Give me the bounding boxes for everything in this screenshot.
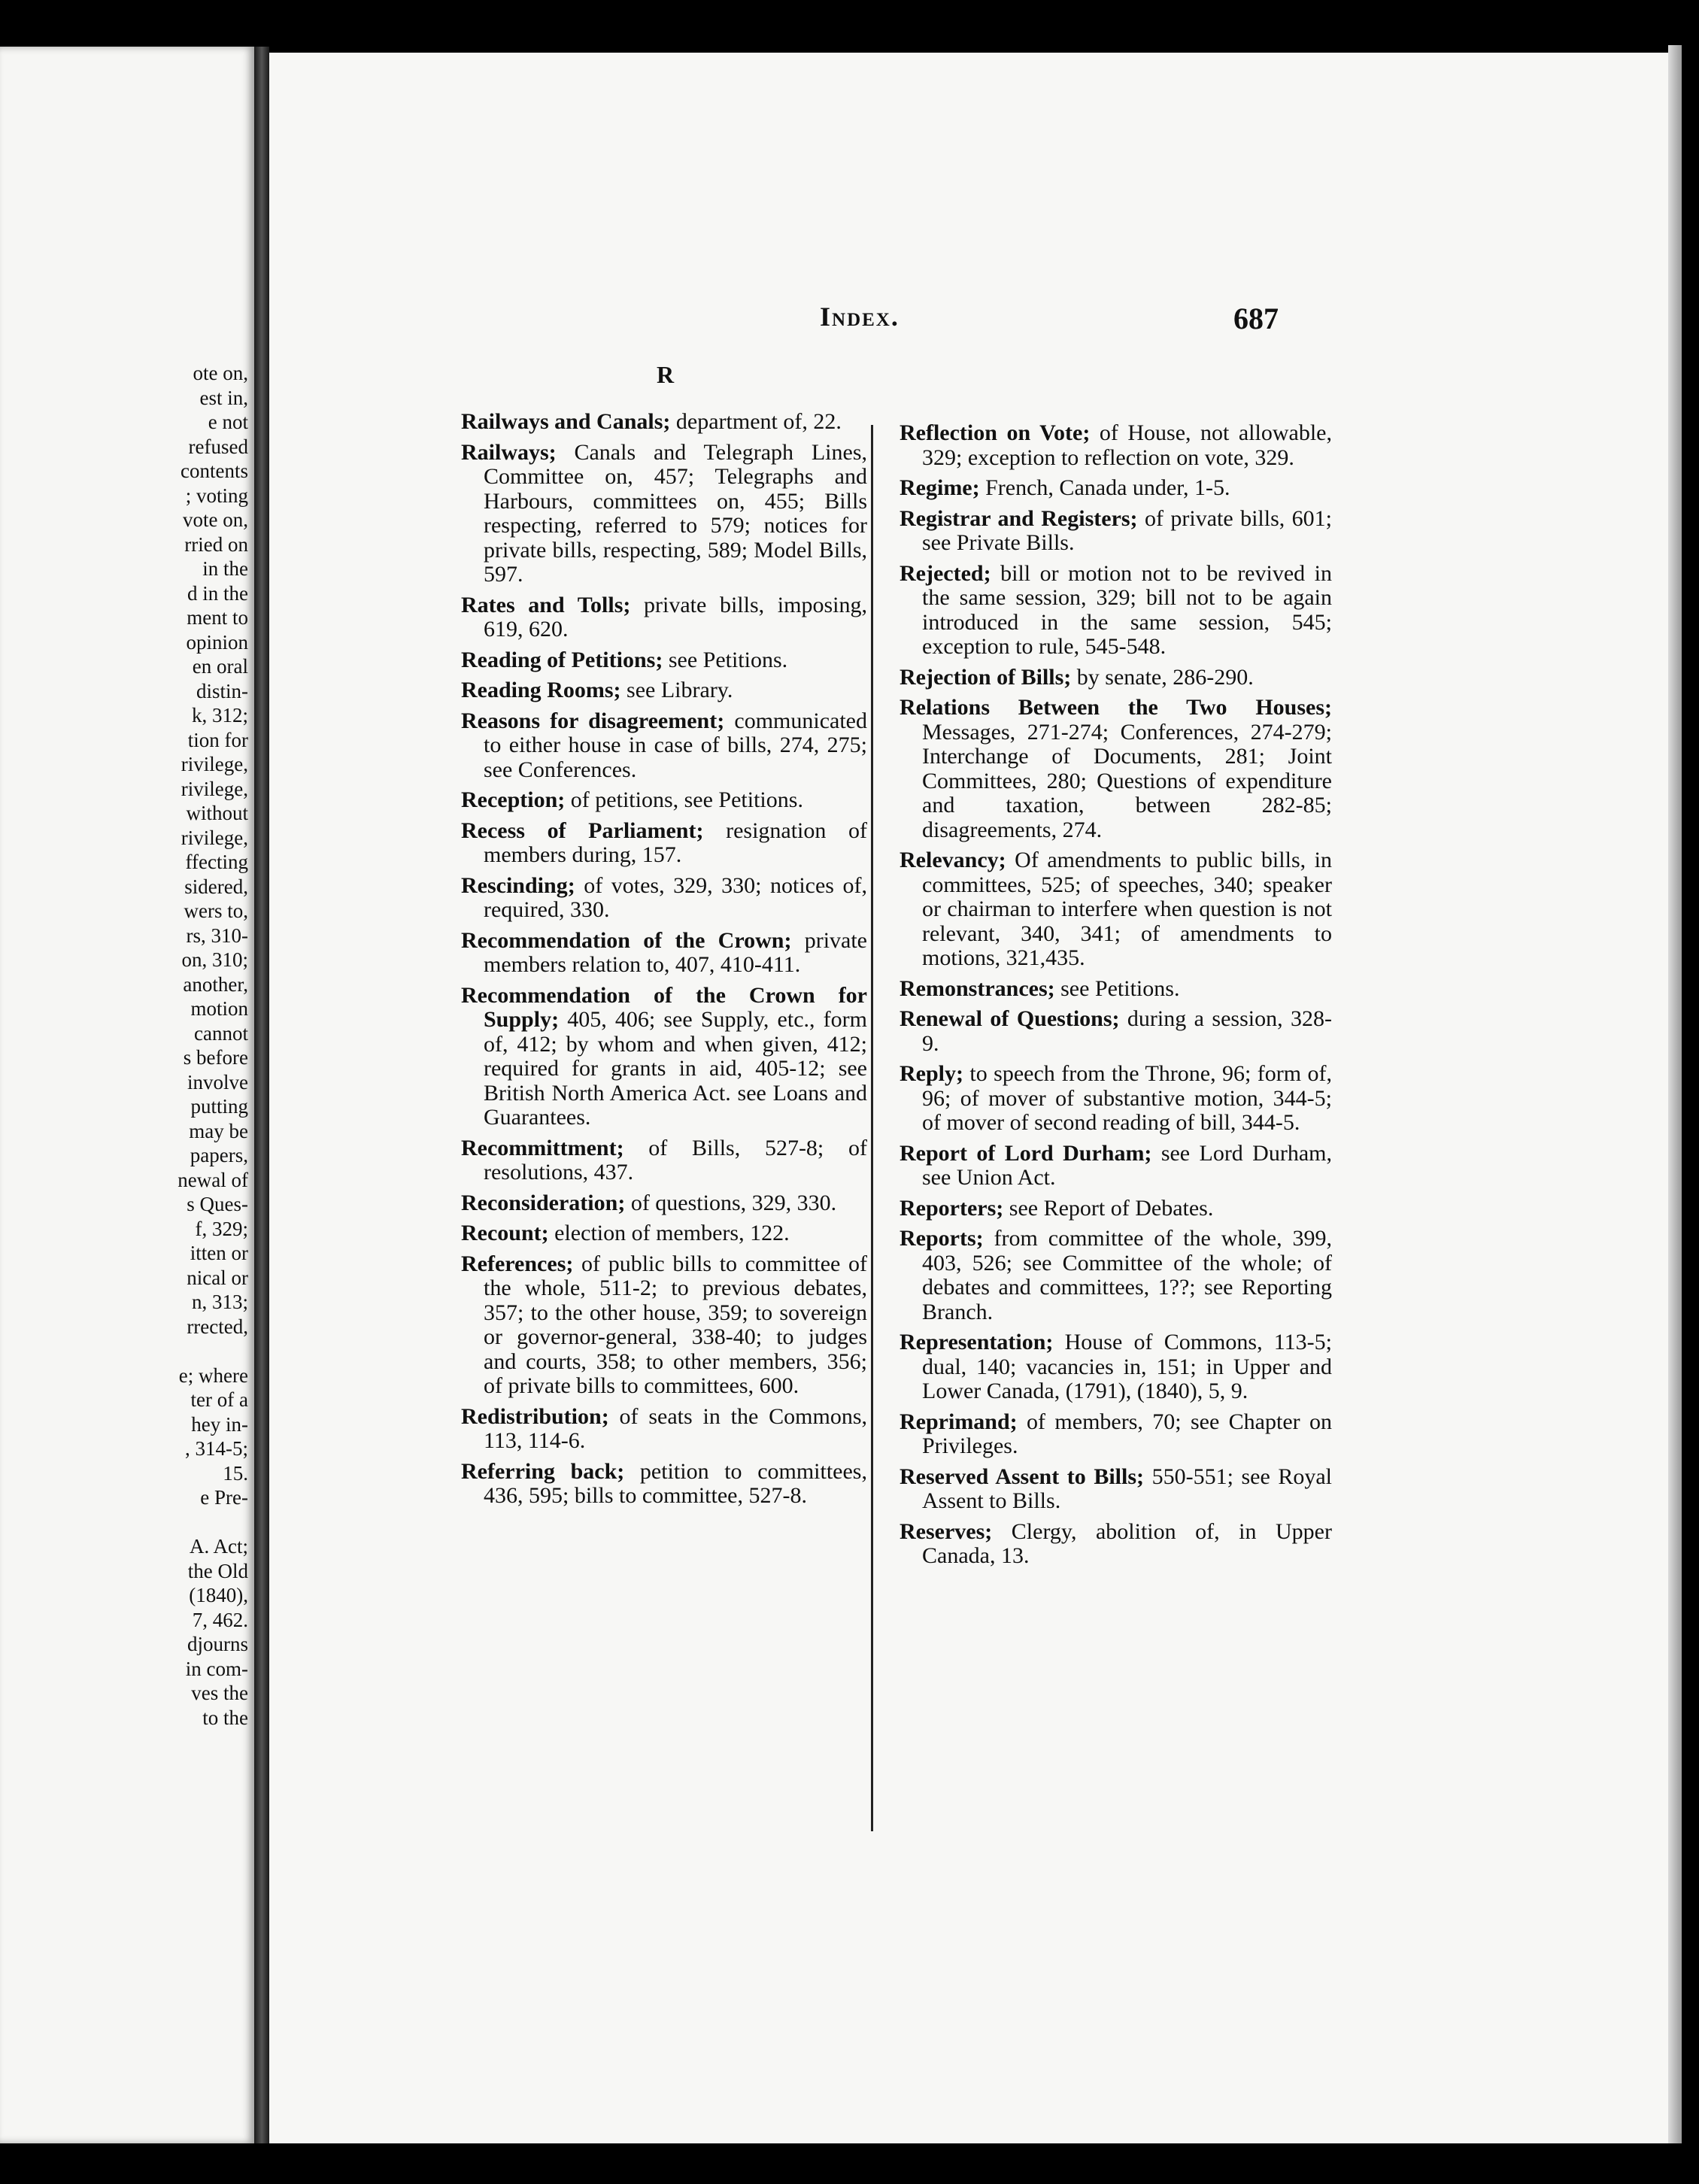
left-page-line: ter of a: [190, 1388, 248, 1411]
index-entry-text: of Bills, 527-8; of resolutions, 437.: [484, 1135, 867, 1185]
index-entry-heading: Remonstrances;: [900, 975, 1055, 1001]
index-entry-text: of House, not allowable, 329; exception to reflection on vote, 329.: [922, 420, 1332, 470]
index-entry: [900, 1197, 1332, 1221]
left-page-line: k, 312;: [191, 704, 248, 726]
book-gutter: [254, 47, 269, 2143]
left-page-line: rivilege,: [181, 753, 248, 775]
index-entry-heading: Railways;: [461, 439, 557, 465]
index-entry-text: department of, 22.: [670, 409, 842, 434]
index-entry-heading: Reserved Assent to Bills;: [900, 1464, 1145, 1489]
index-entry-heading: Representation;: [900, 1330, 1054, 1354]
index-entry: [900, 1410, 1332, 1459]
index-entry-text: petition to committees, 436, 595; bills to committee, 527-8.: [484, 1458, 867, 1508]
left-page-line: s before: [183, 1046, 248, 1069]
left-page-line: in com-: [185, 1657, 248, 1680]
index-entry-text: of questions, 329, 330.: [625, 1190, 837, 1215]
left-page-line: hey in-: [191, 1412, 248, 1436]
left-page-line: without: [186, 802, 248, 824]
index-entry-heading: Reports;: [900, 1226, 984, 1251]
index-entry-text: 550-551; see Royal Assent to Bills.: [922, 1464, 1333, 1513]
index-entry: [900, 1142, 1332, 1191]
index-entry-heading: Rates and Tolls;: [461, 592, 631, 617]
index-entry: [461, 1221, 867, 1246]
index-entry-heading: Railways and Canals;: [461, 409, 671, 434]
left-page-line: distin-: [196, 679, 248, 702]
index-entry-heading: Reasons for disagreement;: [461, 708, 725, 733]
index-entry-text: by senate, 286-290.: [1071, 664, 1254, 690]
left-page-line: cannot: [194, 1021, 248, 1045]
index-entry-heading: Recess of Parliament;: [461, 817, 704, 843]
left-page-line: f, 329;: [195, 1217, 248, 1240]
index-entry-heading: Reply;: [900, 1061, 963, 1086]
left-page-line: itten or: [190, 1242, 248, 1264]
left-page-line: vote on,: [183, 508, 248, 531]
index-entry: [900, 562, 1332, 660]
index-entry-text: private bills, imposing, 619, 620.: [484, 592, 867, 642]
index-entry: [900, 507, 1332, 556]
index-entry-text: bill or motion not to be revived in the same session, 329; bill not to be again introduced in the same session, 545; exception to rule, 545-548.: [922, 560, 1332, 659]
index-entry-text: House of Commons, 113-5; dual, 140; vacancies in, 151; in Upper and Lower Canada, (1791), (1840), 5, 9.: [922, 1330, 1332, 1403]
index-entry-text: see Library.: [620, 678, 733, 702]
index-entry-heading: Recount;: [461, 1221, 549, 1245]
left-page-line: motion: [190, 997, 248, 1020]
index-entry-heading: Reading of Petitions;: [461, 647, 663, 672]
left-page-line: rivilege,: [181, 826, 248, 849]
left-page-line: nical or: [187, 1266, 248, 1289]
index-entry-text: Messages, 271-274; Conferences, 274-279; Interchange of Documents, 281; Joint Committees, 280; Questions of expenditure and taxation, between 282-85; disagreements, 274.: [922, 719, 1332, 842]
index-entry: [461, 1460, 867, 1509]
index-entry: [461, 984, 867, 1130]
right-page: [269, 53, 1668, 2143]
column-divider: [871, 425, 873, 1831]
left-page-line: e; where: [178, 1363, 248, 1387]
left-page-line: 7, 462.: [192, 1608, 248, 1631]
left-page-line: e Pre-: [200, 1486, 248, 1509]
index-entry: [461, 1136, 867, 1185]
index-entry: [900, 1330, 1332, 1404]
index-entry-heading: Rescinding;: [461, 872, 575, 898]
index-entry-heading: Reconsideration;: [461, 1190, 626, 1215]
index-entry-heading: Redistribution;: [461, 1403, 609, 1429]
index-entry-text: Clergy, abolition of, in Upper Canada, 13.: [922, 1518, 1332, 1568]
index-entry-heading: Recommittment;: [461, 1135, 624, 1160]
left-page-line: djourns: [187, 1633, 248, 1655]
index-entry-heading: Referring back;: [461, 1458, 625, 1484]
left-page-line: on, 310;: [181, 948, 248, 971]
index-entry-text: during a session, 328-9.: [922, 1006, 1332, 1056]
left-page-line: ffecting: [185, 851, 248, 873]
index-entry: [461, 929, 867, 978]
left-page-line: may be: [189, 1119, 248, 1142]
index-entry-text: French, Canada under, 1-5.: [979, 475, 1230, 500]
index-entry: [461, 441, 867, 587]
index-entry-heading: Relations Between the Two Houses;: [900, 695, 1332, 720]
left-page-line: ote on,: [193, 362, 248, 384]
left-page-line: ment to: [187, 606, 248, 629]
left-page-line: s Ques-: [187, 1193, 248, 1215]
index-entry-heading: Renewal of Questions;: [900, 1006, 1120, 1031]
index-entry: [900, 1062, 1332, 1136]
left-page-line: newal of: [177, 1168, 248, 1191]
page-number: 687: [1233, 302, 1279, 335]
left-page-line: sidered,: [184, 875, 248, 898]
left-page-text: [0, 361, 254, 1730]
left-page-line: en oral: [192, 655, 248, 678]
index-entry-text: 405, 406; see Supply, etc., form of, 412; by whom and when given, 412; required for grants in aid, 405-12; see British North America Act. see Loans and Guarantees.: [484, 1007, 867, 1130]
index-entry-text: see Report of Debates.: [1003, 1195, 1214, 1221]
index-entry-heading: Reception;: [461, 787, 566, 812]
left-page-line: A. Act;: [190, 1535, 248, 1558]
index-entry-heading: Relevancy;: [900, 848, 1006, 872]
section-letter: R: [657, 361, 675, 388]
index-entry: [461, 648, 867, 673]
left-page-line: putting: [190, 1095, 248, 1118]
left-page-line: another,: [183, 972, 248, 996]
index-column-right: [900, 421, 1554, 1575]
index-entry-text: Of amendments to public bills, in committees, 525; of speeches, 340; speaker or chairman to interfere when question is not relevant, 340, 341; of amendments to motions, 321,435.: [922, 848, 1332, 970]
left-page-line: , 314-5;: [185, 1437, 248, 1460]
left-page-line: d in the: [187, 581, 248, 605]
index-entry-text: election of members, 122.: [548, 1221, 790, 1245]
left-page-line: the Old: [187, 1559, 248, 1582]
index-entry: [461, 410, 867, 435]
left-page-line: e not: [208, 411, 248, 433]
left-page-line: contents: [181, 460, 248, 482]
index-entry: [900, 421, 1332, 470]
index-entry-heading: Rejected;: [900, 560, 991, 586]
left-page-line: in the: [202, 557, 248, 580]
index-entry: [900, 1007, 1332, 1056]
index-entry-text: communicated to either house in case of bills, 274, 275; see Conferences.: [484, 708, 867, 782]
page-header: [269, 301, 1668, 346]
left-page-line: 15.: [223, 1461, 248, 1485]
left-page-line: [0, 1339, 254, 1363]
index-entry: [900, 1227, 1332, 1324]
index-entry: [900, 476, 1332, 501]
left-page-line: to the: [202, 1706, 248, 1729]
index-entry-text: of public bills to committee of the whole, 511-2; to previous debates, 357; to the other house, 359; to sovereign or governor-general, 338-40; to judges and courts, 358; to other members, 356; of private bills to committees, 600.: [484, 1251, 867, 1398]
index-entry-heading: Reflection on Vote;: [900, 420, 1091, 445]
index-entry-text: of seats in the Commons, 113, 114-6.: [484, 1403, 867, 1453]
index-entry-text: Canals and Telegraph Lines, Committee on, 457; Telegraphs and Harbours, committees on, 455; Bills respecting, referred to 579; notices for private bills, respecting, 589; Model Bills, 597.: [484, 439, 867, 587]
index-entry-heading: Regime;: [900, 475, 980, 500]
index-entry: [900, 977, 1332, 1002]
left-page-line: papers,: [190, 1144, 248, 1166]
running-title: Index.: [820, 302, 900, 332]
index-entry-text: see Petitions.: [1054, 975, 1180, 1001]
index-entry: [900, 848, 1332, 971]
index-entry-text: private members relation to, 407, 410-411.: [484, 927, 868, 977]
left-page-line: refused: [188, 435, 248, 458]
left-page-line: involve: [187, 1070, 248, 1094]
left-page-fragment: [0, 47, 254, 2143]
left-page-line: wers to,: [184, 899, 248, 922]
index-entry-text: from committee of the whole, 399, 403, 526; see Committee of the whole; of debates and committees, 1??; see Reporting Branch.: [922, 1226, 1332, 1324]
index-entry-text: of votes, 329, 330; notices of, required, 330.: [484, 872, 867, 922]
index-entry-heading: Rejection of Bills;: [900, 664, 1072, 690]
index-entry-heading: Reporters;: [900, 1195, 1004, 1221]
left-page-line: (1840),: [189, 1584, 248, 1606]
index-entry: [461, 709, 867, 783]
left-page-line: rivilege,: [181, 777, 248, 800]
left-page-line: ; voting: [185, 484, 248, 507]
index-entry: [461, 1405, 867, 1454]
index-entry-text: see Lord Durham, see Union Act.: [922, 1140, 1332, 1190]
index-entry: [900, 666, 1332, 690]
index-entry-heading: Reserves;: [900, 1518, 993, 1544]
left-page-line: est in,: [199, 386, 248, 409]
index-entry: [461, 1191, 867, 1216]
index-entry: [461, 874, 867, 923]
left-page-line: n, 313;: [191, 1291, 248, 1313]
index-entry-heading: References;: [461, 1251, 574, 1276]
index-entry: [900, 696, 1332, 842]
left-page-line: [0, 1510, 254, 1535]
index-entry: [461, 819, 867, 868]
index-entry-text: of members, 70; see Chapter on Privileges.: [922, 1409, 1332, 1458]
index-entry-text: of private bills, 601; see Private Bills.: [922, 505, 1332, 555]
index-entry-heading: Reprimand;: [900, 1409, 1018, 1434]
index-entry-heading: Registrar and Registers;: [900, 505, 1138, 531]
index-entry: [461, 1252, 867, 1399]
index-entry-heading: Recommendation of the Crown for Supply;: [461, 982, 867, 1032]
index-entry: [461, 788, 867, 813]
index-entry: [900, 1465, 1332, 1514]
index-entry-text: resignation of members during, 157.: [484, 817, 867, 867]
index-entry-text: to speech from the Throne, 96; form of, 96; of mover of substantive motion, 344-5; of mover of second reading of bill, 344-5.: [922, 1061, 1332, 1135]
index-entry-heading: Recommendation of the Crown;: [461, 927, 792, 953]
index-entry-heading: Report of Lord Durham;: [900, 1140, 1152, 1166]
index-entry-text: of petitions, see Petitions.: [565, 787, 803, 812]
left-page-line: rrected,: [187, 1315, 248, 1338]
left-page-line: ves the: [191, 1682, 248, 1704]
index-entry: [900, 1520, 1332, 1569]
left-page-line: opinion: [186, 630, 248, 654]
left-page-line: rried on: [184, 532, 248, 556]
index-entry: [461, 593, 867, 642]
left-page-line: tion for: [187, 728, 248, 751]
left-page-line: rs, 310-: [186, 924, 248, 947]
index-entry: [461, 678, 867, 703]
index-entry-text: see Petitions.: [663, 647, 788, 672]
index-entry-heading: Reading Rooms;: [461, 678, 621, 702]
